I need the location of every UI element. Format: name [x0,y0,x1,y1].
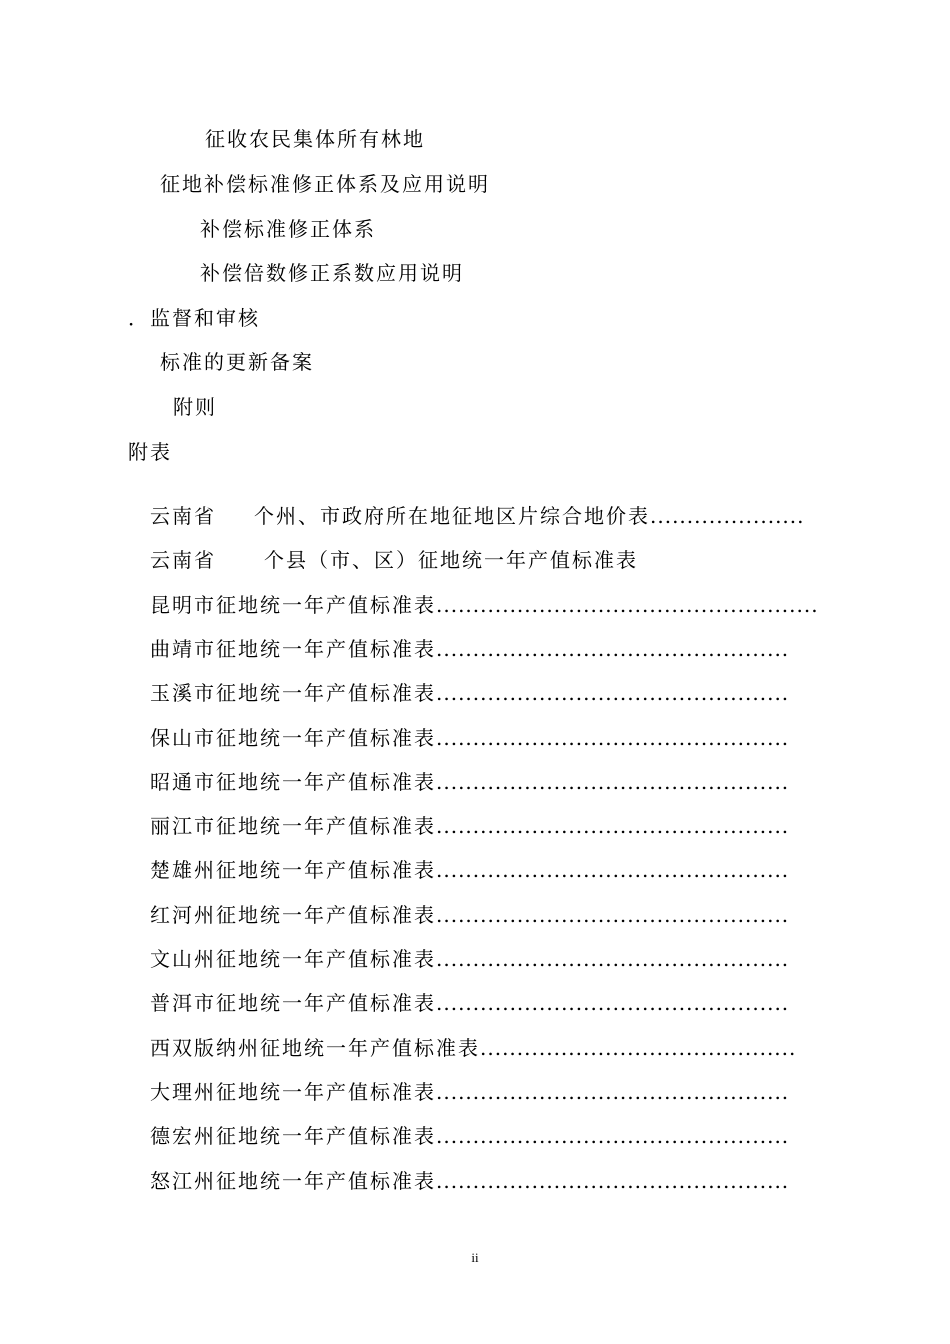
toc-entry [150,679,789,707]
outline-item: 征地补偿标准修正体系及应用说明 [160,172,490,196]
toc-entry [150,1167,789,1195]
outline-item: 补偿倍数修正系数应用说明 [200,261,464,285]
toc-leader-dots: ................................................ [436,1168,790,1193]
toc-entry [150,591,819,619]
toc-entry [150,502,805,530]
toc-entry [150,945,789,973]
toc-entry-prefix: 云南省 [150,504,216,528]
toc-leader-dots: ................................................ [436,814,790,839]
toc-entry-title: 西双版纳州征地统一年产值标准表 [150,1035,480,1060]
outline-item: 补偿标准修正体系 [200,217,376,241]
toc-entry-title: 怒江州征地统一年产值标准表 [150,1168,436,1193]
toc-entry-title: 昆明市征地统一年产值标准表 [150,592,436,617]
toc-leader-dots: ................................................ [436,636,790,661]
outline-item: 征收农民集体所有林地 [205,127,425,151]
toc-entry-title: 保山市征地统一年产值标准表 [150,725,436,750]
toc-entry-title: 文山州征地统一年产值标准表 [150,947,436,971]
toc-entry-title: 红河州征地统一年产值标准表 [150,902,436,927]
toc-leader-dots: ................................................ [436,947,790,971]
page-number: ii [471,1250,479,1265]
outline-item: 附则 [173,395,217,419]
toc-entry-prefix: 云南省 [150,548,216,573]
toc-entry-title: 大理州征地统一年产值标准表 [150,1079,436,1104]
toc-entry [150,1034,796,1062]
toc-entry-title: 个县（市、区）征地统一年产值标准表 [264,548,638,573]
toc-leader-dots: ................................................ [436,725,790,750]
toc-leader-dots: ................................................ [436,769,790,794]
toc-entry [150,901,789,929]
toc-entry [150,635,789,663]
toc-entry [150,1122,789,1150]
outline-item: 标准的更新备案 [160,350,314,374]
toc-entry [150,724,789,752]
toc-leader-dots: ................................................ [436,1124,790,1149]
toc-entry [150,546,638,574]
toc-leader-dots: ................................................ [436,991,790,1016]
outline-item: 附表 [128,440,172,464]
toc-entry [150,989,789,1017]
toc-entry [150,856,789,884]
toc-entry-title: 昭通市征地统一年产值标准表 [150,769,436,794]
toc-entry-title: 普洱市征地统一年产值标准表 [150,991,436,1016]
toc-leader-dots: ................................................ [436,902,790,927]
toc-entry-title: 玉溪市征地统一年产值标准表 [150,681,436,706]
toc-leader-dots: .................................................... [436,592,819,617]
toc-leader-dots: ................................................ [436,858,790,883]
toc-entry-title: 丽江市征地统一年产值标准表 [150,814,436,839]
toc-entry-title: 楚雄州征地统一年产值标准表 [150,858,436,883]
toc-entry-title: 德宏州征地统一年产值标准表 [150,1124,436,1149]
toc-entry-title: 曲靖市征地统一年产值标准表 [150,636,436,661]
toc-entry-title: 个州、市政府所在地征地区片综合地价表 [254,504,650,528]
outline-item: ．监督和审核 [128,306,260,330]
toc-entry [150,768,789,796]
toc-entry [150,1078,789,1106]
toc-leader-dots: ........................................... [480,1035,797,1060]
toc-leader-dots: ................................................ [436,681,790,706]
toc-leader-dots: ..................... [650,504,805,528]
toc-leader-dots: ................................................ [436,1079,790,1104]
toc-entry [150,812,789,840]
